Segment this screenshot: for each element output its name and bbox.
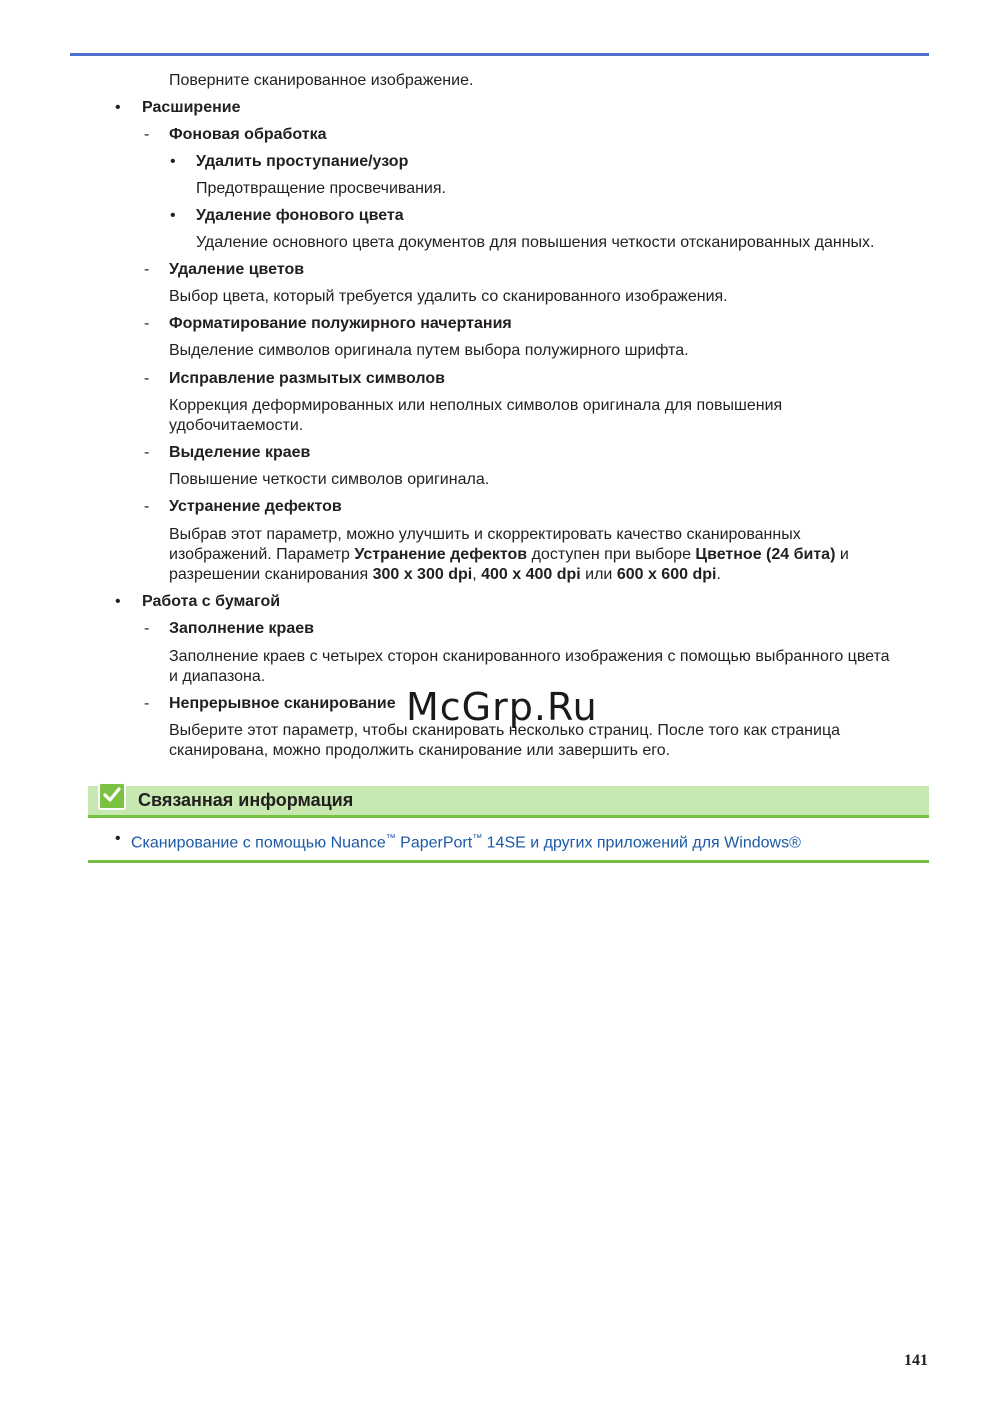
watermark: McGrp.Ru [406, 685, 598, 729]
dash-edge: - [144, 444, 150, 461]
blur-title: Исправление размытых символов [169, 370, 445, 387]
defects-line1: Выбрав этот параметр, можно улучшить и скорректировать качество сканированных [169, 526, 801, 543]
defects-line3: разрешении сканирования 300 x 300 dpi, 400 x 400 dpi или 600 x 600 dpi. [169, 566, 721, 583]
related-bottom-rule [88, 860, 929, 863]
bullet-extension: • [115, 99, 121, 116]
bold-title: Форматирование полужирного начертания [169, 315, 512, 332]
blur-desc-line1: Коррекция деформированных или неполных символов оригинала для повышения [169, 397, 783, 414]
intro-text: Поверните сканированное изображение. [169, 72, 474, 89]
extension-title: Расширение [142, 99, 241, 116]
defects-title: Устранение дефектов [169, 498, 342, 515]
related-info-title: Связанная информация [138, 790, 354, 810]
background-title: Фоновая обработка [169, 126, 327, 143]
continuous-line1: Выберите этот параметр, чтобы сканировать несколько страниц. После того как страница [169, 722, 841, 739]
bgcolor-title: Удаление фонового цвета [196, 207, 404, 224]
bleed-title: Удалить проступание/узор [196, 153, 409, 170]
bleed-desc: Предотвращение просвечивания. [196, 180, 446, 197]
edge-desc: Повышение четкости символов оригинала. [169, 471, 490, 488]
dash-defects: - [144, 498, 150, 515]
continuous-title: Непрерывное сканирование [169, 695, 396, 712]
dash-background: - [144, 126, 150, 143]
dash-bold: - [144, 315, 150, 332]
dash-blur: - [144, 370, 150, 387]
defects-line2: изображений. Параметр Устранение дефектов доступен при выборе Цветное (24 бита) и [169, 546, 849, 563]
edge-title: Выделение краев [169, 444, 311, 461]
blur-desc-line2: удобочитаемости. [169, 417, 304, 434]
fill-line1: Заполнение краев с четырех сторон сканированного изображения с помощью выбранного цвета [169, 648, 890, 665]
dash-fill: - [144, 620, 150, 637]
bullet-bgcolor: • [170, 207, 176, 224]
related-link[interactable]: Сканирование с помощью Nuance™ PaperPort™ 14SE и других приложений для Windows® [131, 833, 801, 852]
bgcolor-desc: Удаление основного цвета документов для повышения четкости отсканированных данных. [196, 234, 875, 251]
dash-continuous: - [144, 695, 150, 712]
continuous-line2: сканирована, можно продолжить сканирование или завершить его. [169, 742, 671, 759]
bullet-bleed: • [170, 153, 176, 170]
page-number: 141 [904, 1352, 928, 1369]
color-drop-desc: Выбор цвета, который требуется удалить со сканированного изображения. [169, 288, 728, 305]
bullet-paper: • [115, 593, 121, 610]
top-rule [70, 53, 929, 56]
checkmark-icon [98, 782, 126, 810]
fill-line2: и диапазона. [169, 668, 266, 685]
bold-desc: Выделение символов оригинала путем выбора полужирного шрифта. [169, 342, 689, 359]
bullet-related: • [115, 830, 121, 847]
color-drop-title: Удаление цветов [169, 261, 305, 278]
dash-color-drop: - [144, 261, 150, 278]
paper-title: Работа с бумагой [142, 593, 281, 610]
fill-title: Заполнение краев [169, 620, 314, 637]
